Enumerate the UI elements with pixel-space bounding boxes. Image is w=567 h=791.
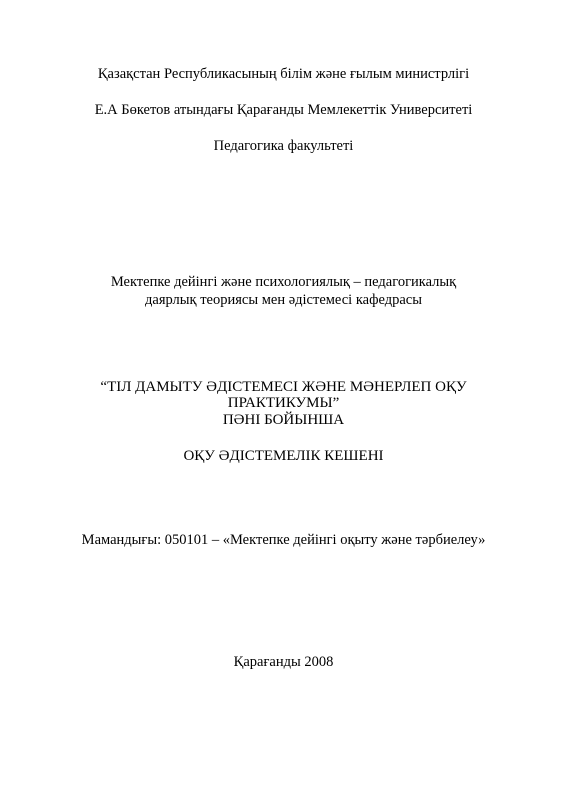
specialty-line: Мамандығы: 050101 – «Мектепке дейінгі оқыту және тәрбиелеу» (81, 532, 486, 548)
course-title-line-2: ПРАКТИКУМЫ” (227, 395, 340, 411)
course-title-line-1: “ТІЛ ДАМЫТУ ӘДІСТЕМЕСІ ЖӘНЕ МӘНЕРЛЕП ОҚУ (100, 379, 467, 395)
course-title-line-3: ПӘНІ БОЙЫНША (222, 412, 345, 428)
department-line-1: Мектепке дейінгі және психологиялық – педагогикалық (110, 274, 457, 290)
ministry-title: Қазақстан Республикасының білім және ғылым министрлігі (97, 66, 470, 82)
teaching-complex-title: ОҚУ ӘДІСТЕМЕЛІК КЕШЕНІ (183, 448, 384, 464)
city-year: Қарағанды 2008 (233, 654, 334, 670)
department-line-2: даярлық теориясы мен әдістемесі кафедрасы (145, 292, 422, 308)
faculty-title: Педагогика факультеті (213, 138, 354, 154)
university-title: Е.А Бөкетов атындағы Қарағанды Мемлекеттік Университеті (94, 102, 473, 118)
